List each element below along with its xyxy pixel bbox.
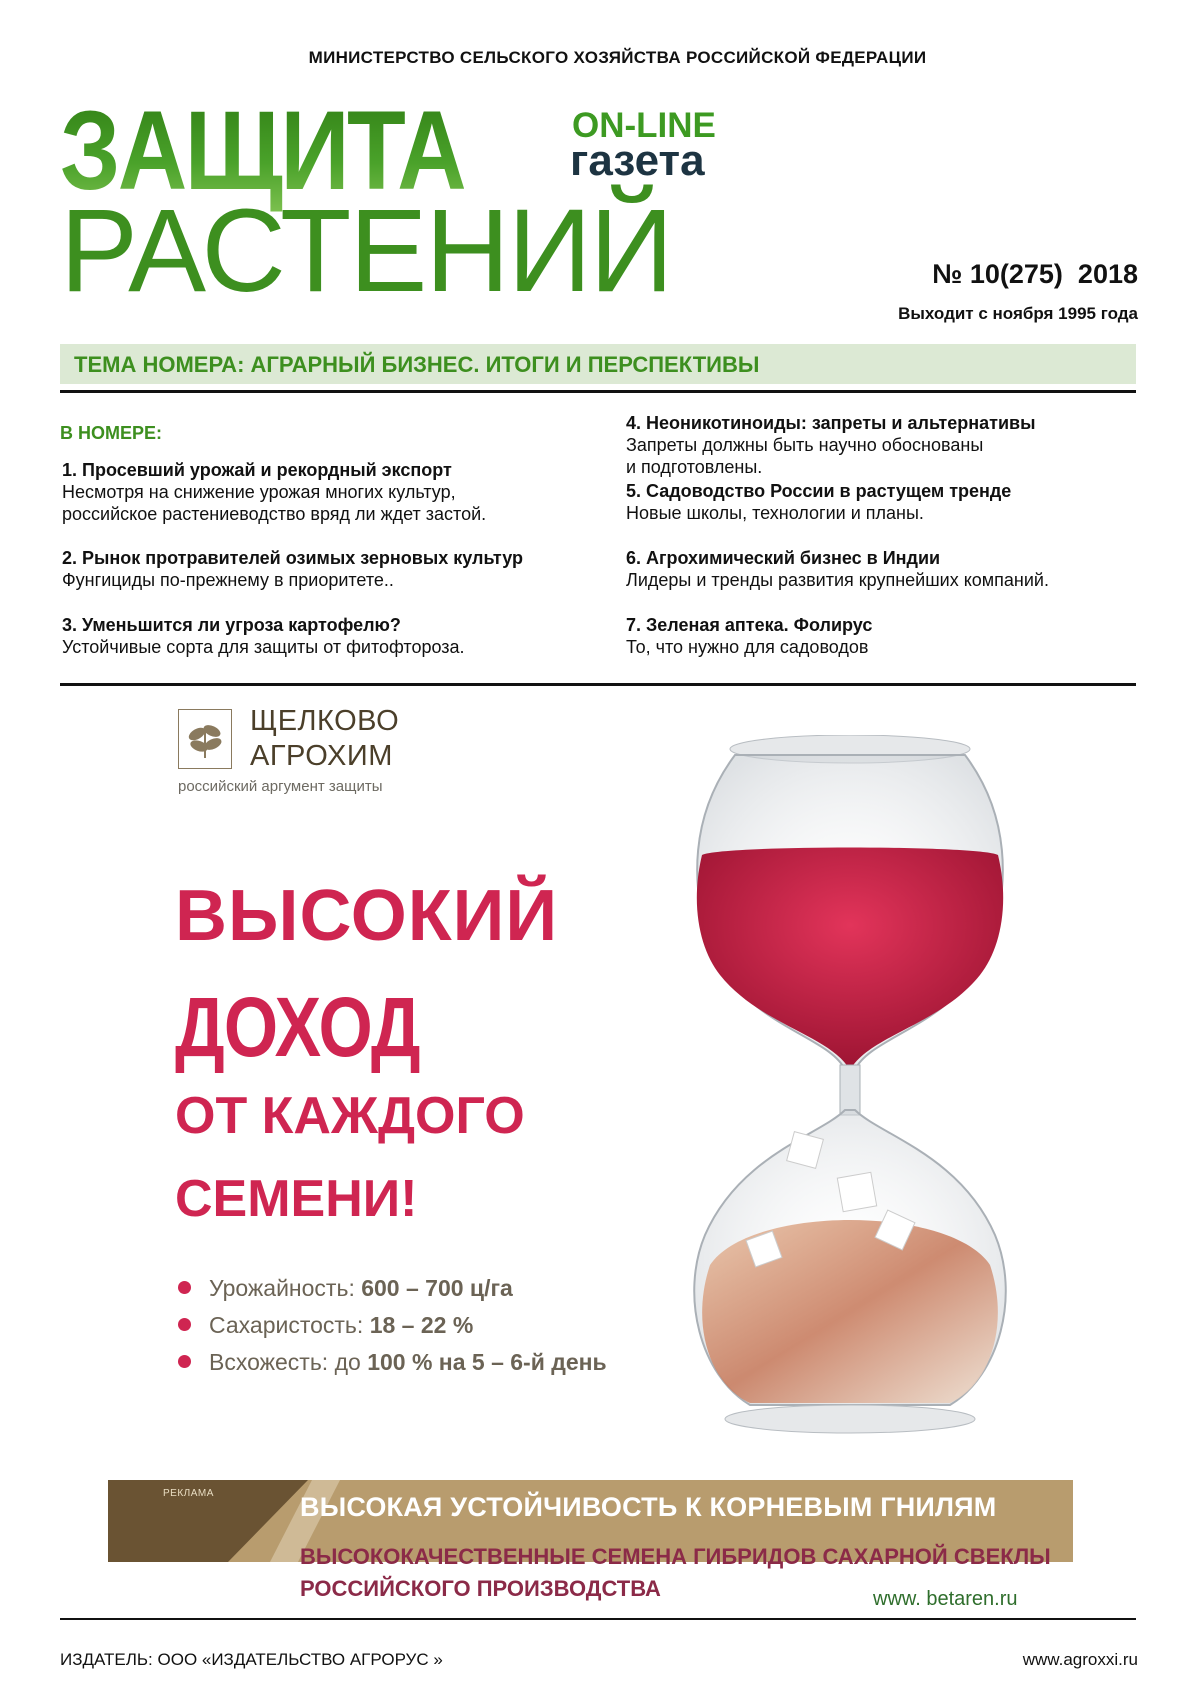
online-label: ON-LINE: [572, 106, 716, 145]
published-since: Выходит с ноября 1995 года: [898, 304, 1138, 323]
bullet-value: 18 – 22 %: [369, 1312, 474, 1338]
toc-item-desc: Устойчивые сорта для защиты от фитофтороза.: [62, 637, 465, 657]
ad-headline-3: ОТ КАЖДОГО: [175, 1087, 525, 1145]
brand-name-line1: ЩЕЛКОВО: [250, 705, 400, 737]
gazeta-label: газета: [570, 136, 705, 185]
toc-item-desc: Запреты должны быть научно обоснованы и подготовлены.: [626, 435, 984, 477]
leaf-logo-icon: [178, 709, 232, 769]
toc-item-6[interactable]: [626, 547, 1146, 591]
toc-item-desc: Новые школы, технологии и планы.: [626, 503, 924, 523]
hourglass-bottom-rim: [725, 1405, 975, 1433]
toc-item-desc: Фунгициды по-прежнему в приоритете..: [62, 570, 394, 590]
ad-bullet: [178, 1349, 607, 1376]
toc-item-7[interactable]: [626, 614, 1146, 658]
toc-item-desc: Несмотря на снижение урожая многих культур, российское растениеводство вряд ли ждет застой.: [62, 482, 487, 524]
contents-label: В НОМЕРЕ:: [60, 423, 163, 443]
issue-number: № 10(275) 2018: [932, 259, 1138, 289]
banknotes: [702, 1220, 998, 1403]
banner-headline: ВЫСОКАЯ УСТОЙЧИВОСТЬ К КОРНЕВЫМ ГНИЛЯМ: [300, 1492, 997, 1522]
bullet-value: 600 – 700 ц/га: [361, 1275, 513, 1301]
hourglass-image: [680, 735, 1020, 1435]
advertiser-url[interactable]: www. betaren.ru: [873, 1588, 1018, 1610]
toc-item-title: 1. Просевший урожай и рекордный экспорт: [62, 460, 452, 480]
toc-item-3[interactable]: [62, 614, 582, 658]
masthead-word-zashchita: ЗАЩИТА: [60, 88, 465, 213]
toc-item-5[interactable]: [626, 480, 1146, 524]
red-seeds: [697, 848, 1003, 1071]
masthead-title-line2: РАСТЕНИЙ: [60, 185, 672, 317]
ad-bullet: [178, 1312, 473, 1339]
bullet-label: Урожайность:: [209, 1275, 362, 1301]
publisher: ИЗДАТЕЛЬ: ООО «ИЗДАТЕЛЬСТВО АГРОРУС »: [60, 1650, 443, 1669]
divider: [60, 1618, 1136, 1620]
advert-label: РЕКЛАМА: [163, 1488, 214, 1499]
banner-subline-1: ВЫСОКОКАЧЕСТВЕННЫЕ СЕМЕНА ГИБРИДОВ САХАРНОЙ СВЕКЛЫ: [300, 1544, 1051, 1569]
banner-subline-2: РОССИЙСКОГО ПРОИЗВОДСТВА: [300, 1576, 661, 1601]
toc-item-1[interactable]: [62, 459, 582, 525]
bullet-label: Сахаристость:: [209, 1312, 370, 1338]
ad-headline-4: СЕМЕНИ!: [175, 1170, 418, 1228]
toc-item-desc: То, что нужно для садоводов: [626, 637, 869, 657]
toc-item-desc: Лидеры и тренды развития крупнейших компаний.: [626, 570, 1049, 590]
toc-item-title: 6. Агрохимический бизнес в Индии: [626, 548, 941, 568]
toc-item-4[interactable]: [626, 412, 1146, 478]
website-link[interactable]: www.agroxxi.ru: [1022, 1650, 1138, 1669]
issue-theme: ТЕМА НОМЕРА: АГРАРНЫЙ БИЗНЕС. ИТОГИ И ПЕРСПЕКТИВЫ: [74, 352, 760, 377]
toc-item-title: 3. Уменьшится ли угроза картофелю?: [62, 615, 401, 635]
ad-headline-1: ВЫСОКИЙ: [175, 876, 559, 956]
divider: [60, 390, 1136, 393]
bullet-dot-icon: [178, 1355, 191, 1368]
brand-name-line2: АГРОХИМ: [250, 740, 393, 772]
toc-item-title: 7. Зеленая аптека. Фолирус: [626, 615, 873, 635]
bullet-dot-icon: [178, 1318, 191, 1331]
toc-item-title: 2. Рынок протравителей озимых зерновых культур: [62, 548, 523, 568]
toc-item-2[interactable]: [62, 547, 622, 591]
toc-item-title: 5. Садоводство России в растущем тренде: [626, 481, 1012, 501]
brand-slogan: российский аргумент защиты: [178, 778, 383, 795]
bullet-value: 100 % на 5 – 6-й день: [367, 1349, 607, 1375]
hourglass-neck: [840, 1065, 860, 1115]
ad-headline-2: ДОХОД: [175, 980, 420, 1074]
ad-bullet: [178, 1275, 513, 1302]
toc-item-title: 4. Неоникотиноиды: запреты и альтернативы: [626, 413, 1036, 433]
sugar-cube: [837, 1172, 876, 1211]
bullet-label: Всхожесть: до: [209, 1349, 368, 1375]
divider: [60, 683, 1136, 686]
ministry-header: МИНИСТЕРСТВО СЕЛЬСКОГО ХОЗЯЙСТВА РОССИЙСКОЙ ФЕДЕРАЦИИ: [308, 48, 927, 67]
bullet-dot-icon: [178, 1281, 191, 1294]
